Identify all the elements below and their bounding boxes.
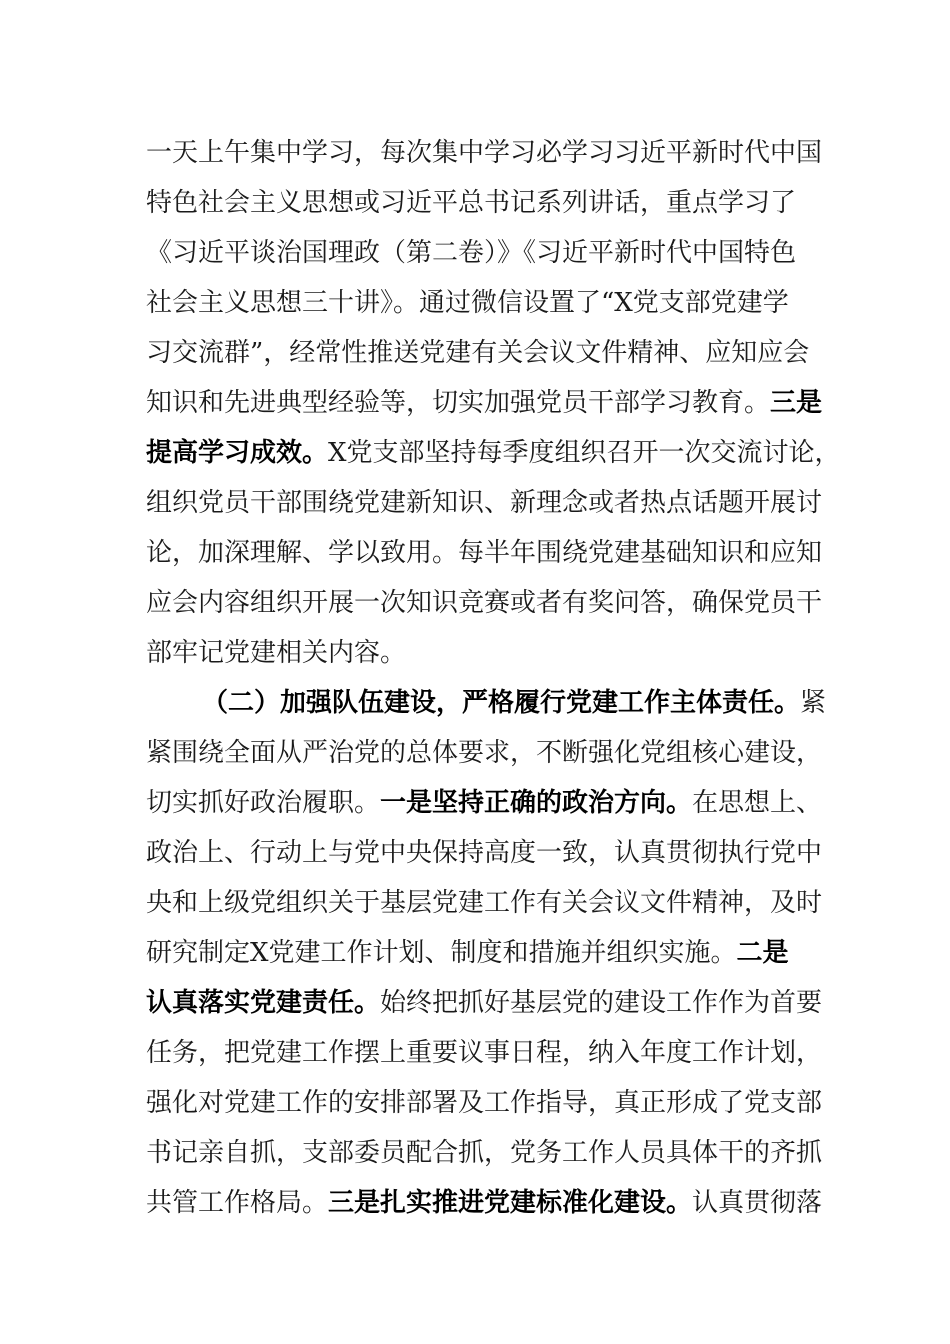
section-heading-line (146, 678, 827, 728)
text-run: 知识和先进典型经验等，切实加强党员干部学习教育。 (146, 388, 771, 418)
text-run: 研究制定X党建工作计划、制度和措施并组织实施。 (146, 938, 737, 968)
bold-heading-run: 一是坚持正确的政治方向。 (380, 788, 693, 818)
text-line (146, 428, 841, 478)
text-run: 认真贯彻落 (692, 1188, 823, 1218)
text-line (146, 1078, 823, 1128)
bold-heading-run: 认真落实党建责任。 (146, 988, 381, 1018)
bold-heading-run: 三是扎实推进党建标准化建设。 (328, 1188, 693, 1218)
text-run: 《习近平谈治国理政（第二卷）》《习近平新时代中国特色 (146, 238, 797, 268)
text-run: 强化对党建工作的安排部署及工作指导，真正形成了党支部 (146, 1088, 823, 1118)
text-run: 部牢记党建相关内容。 (146, 638, 407, 668)
bold-heading-run: 二是 (736, 938, 789, 968)
text-line (146, 1128, 823, 1178)
text-line (146, 1178, 823, 1228)
text-run: 在思想上、 (692, 788, 823, 818)
text-line (146, 728, 823, 778)
text-run: 任务，把党建工作摆上重要议事日程，纳入年度工作计划， (146, 1038, 823, 1068)
text-line (146, 228, 812, 278)
text-line (146, 378, 823, 428)
text-run: 习交流群”，经常性推送党建有关会议文件精神、应知应会 (146, 338, 810, 368)
text-run: 书记亲自抓，支部委员配合抓，党务工作人员具体干的齐抓 (146, 1138, 823, 1168)
text-line (146, 178, 812, 228)
text-run: 紧 (800, 688, 827, 718)
text-line (146, 278, 812, 328)
text-line (146, 628, 812, 678)
text-line (146, 978, 823, 1028)
section-heading: （二）加强队伍建设，严格履行党建工作主体责任。 (202, 688, 801, 718)
text-line (146, 528, 823, 578)
text-run: 紧围绕全面从严治党的总体要求，不断强化党组核心建设， (146, 738, 823, 768)
body-text (146, 128, 841, 1228)
text-run: 组织党员干部围绕党建新知识、新理念或者热点话题开展讨 (146, 488, 823, 518)
text-run: 论，加深理解、学以致用。每半年围绕党建基础知识和应知 (146, 538, 823, 568)
text-run: 共管工作格局。 (146, 1188, 329, 1218)
text-run: 政治上、行动上与党中央保持高度一致，认真贯彻执行党中 (146, 838, 823, 868)
text-line (146, 928, 812, 978)
text-run: 应会内容组织开展一次知识竞赛或者有奖问答，确保党员干 (146, 588, 823, 618)
text-line (146, 778, 823, 828)
text-line (146, 478, 823, 528)
text-line (146, 828, 823, 878)
text-line (146, 878, 823, 928)
text-line (146, 128, 823, 178)
text-line (146, 328, 812, 378)
text-run: 切实抓好政治履职。 (146, 788, 381, 818)
text-run: 一天上午集中学习，每次集中学习必学习习近平新时代中国 (146, 138, 823, 168)
bold-heading-run: 提高学习成效。 (146, 438, 329, 468)
text-run: 央和上级党组织关于基层党建工作有关会议文件精神，及时 (146, 888, 823, 918)
text-run: 始终把抓好基层党的建设工作作为首要 (380, 988, 823, 1018)
text-line (146, 1028, 823, 1078)
text-run: 社会主义思想三十讲》。通过微信设置了“X党支部党建学 (146, 288, 789, 318)
bold-heading-run: 三是 (770, 388, 823, 418)
text-run: 特色社会主义思想或习近平总书记系列讲话，重点学习了 (146, 188, 797, 218)
text-run: X党支部坚持每季度组织召开一次交流讨论， (328, 438, 841, 468)
text-line (146, 578, 823, 628)
